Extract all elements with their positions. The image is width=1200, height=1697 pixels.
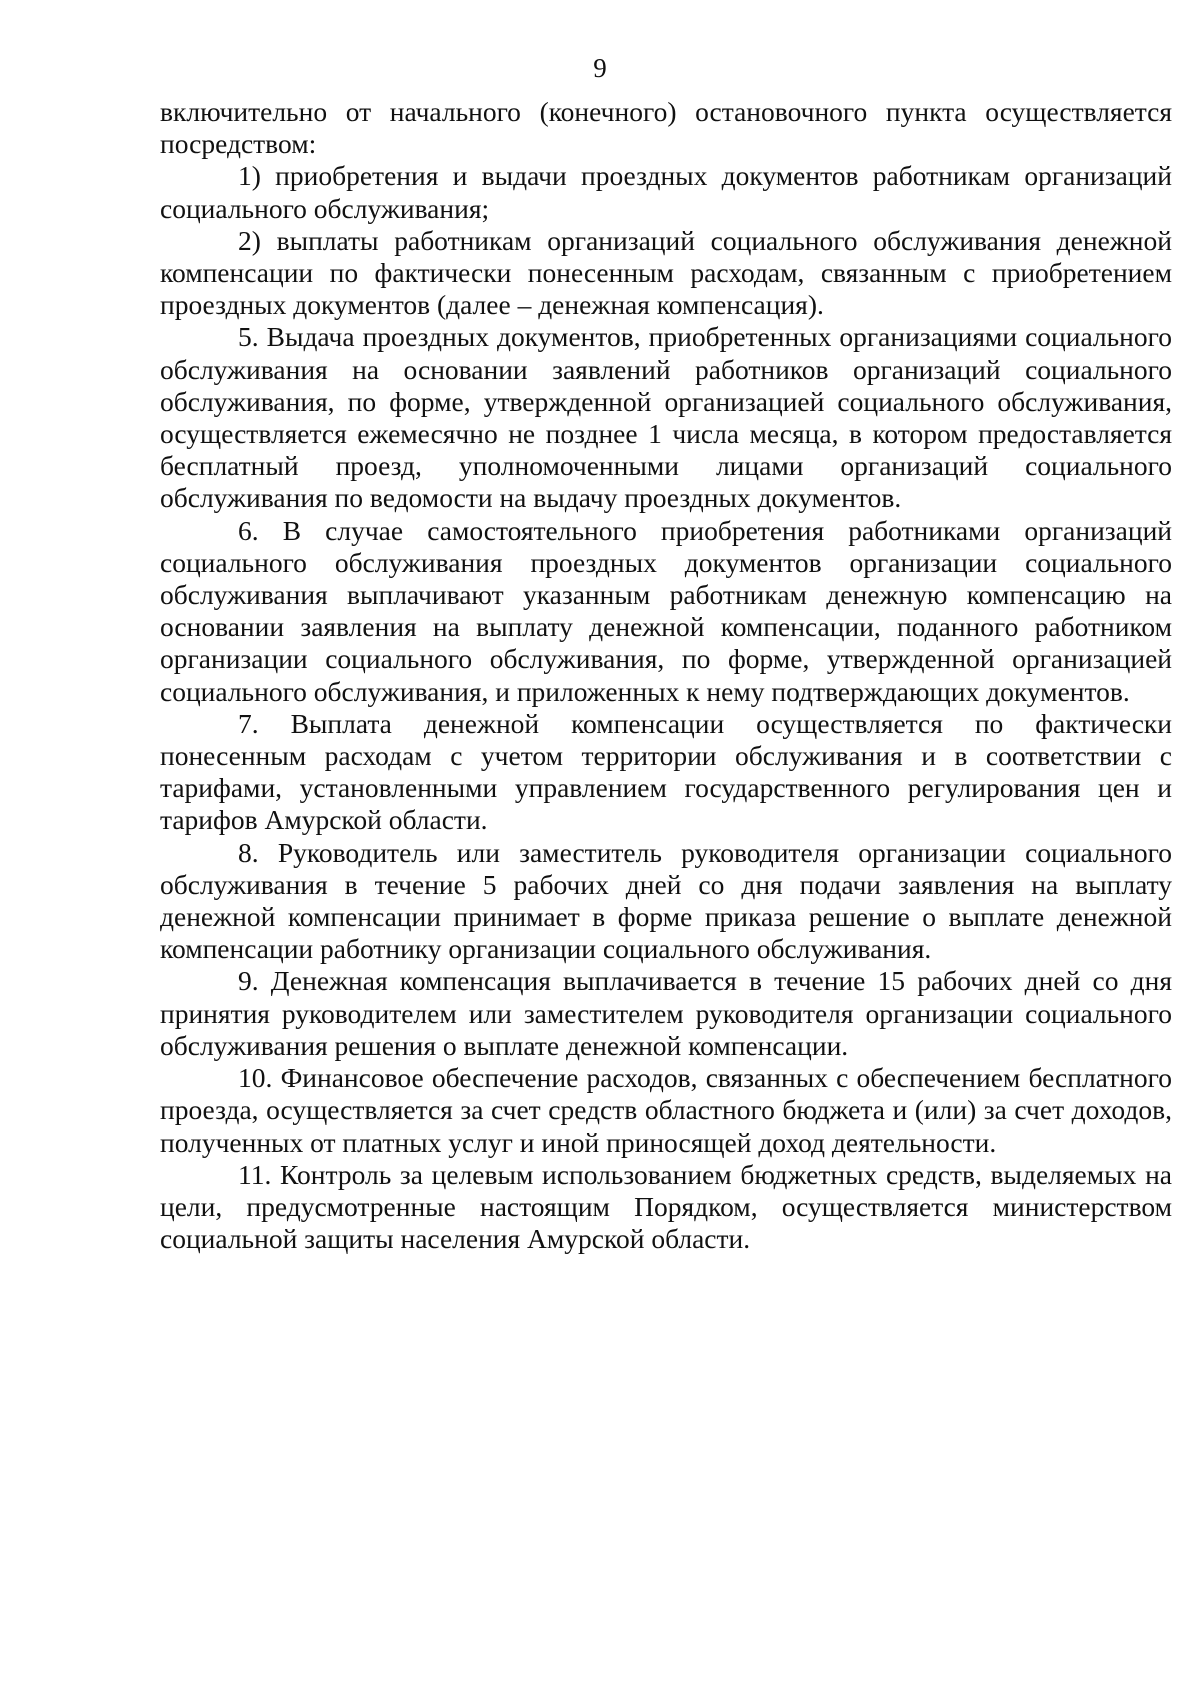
paragraph-11: 11. Контроль за целевым использованием бюджетных средств, выделяемых на цели, предусмотренные настоящим Порядком, осуществляется министерством социальной защиты населения Амурской области. [160,1158,1172,1255]
document-body [160,96,1172,1255]
paragraph-5: 5. Выдача проездных документов, приобретенных организациями социального обслуживания на основании заявлений работников организаций социального обслуживания, по форме, утвержденной организацией социального обслуживания, осуществляется ежемесячно не позднее 1 числа месяца, в котором предоставляется бесплатный проезд, уполномоченными лицами организаций социального обслуживания по ведомости на выдачу проездных документов. [160,321,1172,514]
paragraph-item-2: 2) выплаты работникам организаций социального обслуживания денежной компенсации по фактически понесенным расходам, связанным с приобретением проездных документов (далее – денежная компенсация). [160,224,1172,321]
paragraph-10: 10. Финансовое обеспечение расходов, связанных с обеспечением бесплатного проезда, осуществляется за счет средств областного бюджета и (или) за счет доходов, полученных от платных услуг и иной приносящей доход деятельности. [160,1062,1172,1158]
paragraph-6: 6. В случае самостоятельного приобретения работниками организаций социального обслуживания проездных документов организации социального обслуживания выплачивают указанным работникам денежную компенсацию на основании заявления на выплату денежной компенсации, поданного работником организации социального обслуживания, по форме, утвержденной организацией социального обслуживания, и приложенных к нему подтверждающих документов. [160,514,1172,707]
page-number: 9 [593,53,607,83]
paragraph-8: 8. Руководитель или заместитель руководителя организации социального обслуживания в течение 5 рабочих дней со дня подачи заявления на выплату денежной компенсации принимает в форме приказа решение о выплате денежной компенсации работнику организации социального обслуживания. [160,836,1172,965]
paragraph-item-1: 1) приобретения и выдачи проездных документов работникам организаций социального обслуживания; [160,160,1172,224]
paragraph-7: 7. Выплата денежной компенсации осуществляется по фактически понесенным расходам с учетом территории обслуживания и в соответствии с тарифами, установленными управлением государственного регулирования цен и тарифов Амурской области. [160,707,1172,836]
paragraph-continuation: включительно от начального (конечного) остановочного пункта осуществляется посредством: [160,96,1172,160]
paragraph-9: 9. Денежная компенсация выплачивается в течение 15 рабочих дней со дня принятия руководителем или заместителем руководителя организации социального обслуживания решения о выплате денежной компенсации. [160,965,1172,1061]
